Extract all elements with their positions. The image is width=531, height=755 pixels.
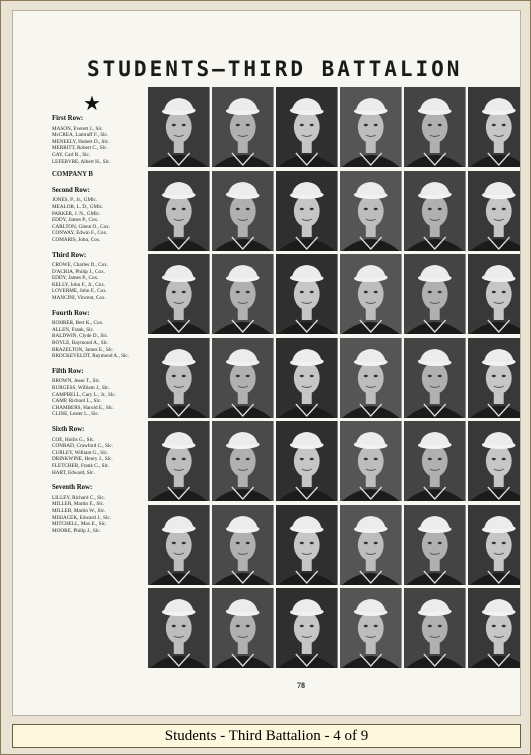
- student-portrait: [212, 505, 274, 585]
- student-portrait: [212, 421, 274, 501]
- student-name: BROWN, Jesse T., Slc.: [52, 378, 101, 385]
- row-heading: Third Row:: [52, 251, 87, 259]
- student-portrait: [404, 254, 466, 334]
- student-portrait: [148, 87, 210, 167]
- student-name: BURGESS, William J., Slc.: [52, 385, 110, 391]
- student-portrait: [340, 87, 402, 167]
- student-name: D'ACRIA, Philip J., Cox.: [52, 268, 105, 275]
- student-portrait: [276, 171, 338, 251]
- student-name: CROWE, Charles D., Cox.: [52, 262, 109, 269]
- row-heading: Fifth Row:: [52, 367, 84, 375]
- student-name: BOYLE, Raymond A., Slc.: [52, 340, 109, 347]
- row-heading: Second Row:: [52, 186, 90, 194]
- student-portrait: [148, 338, 210, 418]
- student-portrait: [340, 421, 402, 501]
- student-portrait: [404, 421, 466, 501]
- student-name: MILLER, Martin W., Slc.: [52, 507, 106, 514]
- student-name: BALDWIN, Clyde D., Slc.: [52, 333, 109, 340]
- student-name: KELLY, John F., Jr., Cox.: [52, 281, 106, 288]
- page-number: 78: [297, 681, 305, 690]
- student-name: McCREA, Lamruff F., Slc.: [52, 132, 109, 139]
- student-name: FLETCHER, Frank C., Slc.: [52, 462, 110, 469]
- student-portrait: [468, 338, 521, 418]
- student-name: CONRAD, Crawford C., Slc.: [52, 443, 113, 450]
- student-name: ROHRER, Bert K., Cox.: [52, 320, 104, 327]
- student-name: EDDY, James P., Cox.: [52, 275, 99, 282]
- student-name: LOVERME, John F., Cox.: [52, 288, 108, 295]
- student-portrait: [404, 87, 466, 167]
- student-name: MISIACEK, Edward J., Slc.: [52, 514, 111, 521]
- student-portrait: [468, 505, 521, 585]
- student-portrait: [148, 588, 210, 668]
- student-portrait: [148, 505, 210, 585]
- student-name: CARLTON, Glenn O., Cox.: [52, 223, 111, 230]
- student-name: MITCHELL, Max E., Slc.: [52, 521, 107, 528]
- student-name: CAMP, Richard L., Slc.: [52, 398, 102, 405]
- student-portrait: [212, 87, 274, 167]
- student-name: BROCKEVELDT, Raymond A., Slc.: [52, 353, 129, 360]
- student-portrait: [276, 421, 338, 501]
- student-portrait: [340, 254, 402, 334]
- student-name: CURLEY, William G., Slc.: [52, 449, 109, 456]
- student-portrait: [404, 505, 466, 585]
- roster-column: [52, 116, 152, 534]
- student-portrait: [404, 171, 466, 251]
- student-name: PARKER, J. N., GMlc.: [52, 210, 101, 217]
- student-name: CHAMBERS, Harold E., Slc.: [52, 404, 114, 411]
- student-portrait: [404, 588, 466, 668]
- student-portrait: [276, 338, 338, 418]
- student-name: ALLEN, Frank, Slc.: [52, 326, 95, 333]
- student-portrait: [148, 421, 210, 501]
- student-portrait: [148, 171, 210, 251]
- yearbook-page: [12, 10, 521, 716]
- student-portrait: [340, 171, 402, 251]
- student-name: HART, Edward, Slc.: [52, 469, 95, 476]
- student-portrait: [340, 505, 402, 585]
- row-heading: Seventh Row:: [52, 484, 93, 492]
- image-caption: Students - Third Battalion - 4 of 9: [12, 724, 521, 748]
- company-heading: COMPANY B: [52, 171, 93, 179]
- row-heading: First Row:: [52, 115, 84, 122]
- student-portrait: [468, 171, 521, 251]
- row-heading: Sixth Row:: [52, 425, 85, 433]
- student-name: MANCINI, Vincent, Cox.: [52, 295, 106, 302]
- student-name: DRINKWINE, Henry J., Slc.: [52, 456, 113, 463]
- student-portrait: [212, 171, 274, 251]
- student-name: MEALOR, L. D., GMlc.: [52, 203, 104, 210]
- student-name: LEFEBVRE, Albert H., Slc.: [52, 158, 111, 165]
- student-name: CLINE, Lester L., Slc.: [52, 411, 100, 418]
- student-name: MENEELY, Hubert D., Slc.: [52, 138, 110, 145]
- star-icon: ★: [83, 93, 101, 115]
- student-name: MILLER, Martin E., Slc.: [52, 501, 105, 508]
- student-portrait: [468, 254, 521, 334]
- student-name: BRAZELTON, James E., Slc.: [52, 346, 114, 353]
- photo-grid: [148, 87, 521, 668]
- student-name: MERRITT, Robert C., Slc.: [52, 145, 108, 152]
- student-portrait: [340, 338, 402, 418]
- student-name: LILLEY, Richard C., Slc.: [52, 494, 106, 501]
- student-portrait: [212, 254, 274, 334]
- student-name: GAY, Carl R., Slc.: [52, 151, 91, 158]
- page-heading: STUDENTS—THIRD BATTALION: [87, 57, 463, 81]
- student-portrait: [276, 505, 338, 585]
- student-name: COE, Hollis G., Slc.: [52, 436, 95, 443]
- student-portrait: [212, 338, 274, 418]
- student-portrait: [148, 254, 210, 334]
- student-name: MASON, Everett J., Slc.: [52, 125, 104, 132]
- student-name: CONWAY, Edwin F., Cox.: [52, 230, 108, 237]
- student-portrait: [276, 87, 338, 167]
- student-portrait: [276, 254, 338, 334]
- student-name: EDDY, James P., Cox.: [52, 217, 99, 224]
- student-portrait: [276, 588, 338, 668]
- student-portrait: [212, 588, 274, 668]
- student-name: COMARIS, John, Cox.: [52, 236, 101, 243]
- student-name: MOORE, Philip J., Slc.: [52, 527, 101, 534]
- row-heading: Fourth Row:: [52, 309, 90, 317]
- student-portrait: [404, 338, 466, 418]
- student-portrait: [468, 421, 521, 501]
- student-portrait: [340, 588, 402, 668]
- student-name: CAMPBELL, Cary L., Jr., Slc.: [52, 391, 116, 398]
- student-portrait: [468, 588, 521, 668]
- student-portrait: [468, 87, 521, 167]
- student-name: JONES, P., Jr., GMlc.: [52, 197, 98, 204]
